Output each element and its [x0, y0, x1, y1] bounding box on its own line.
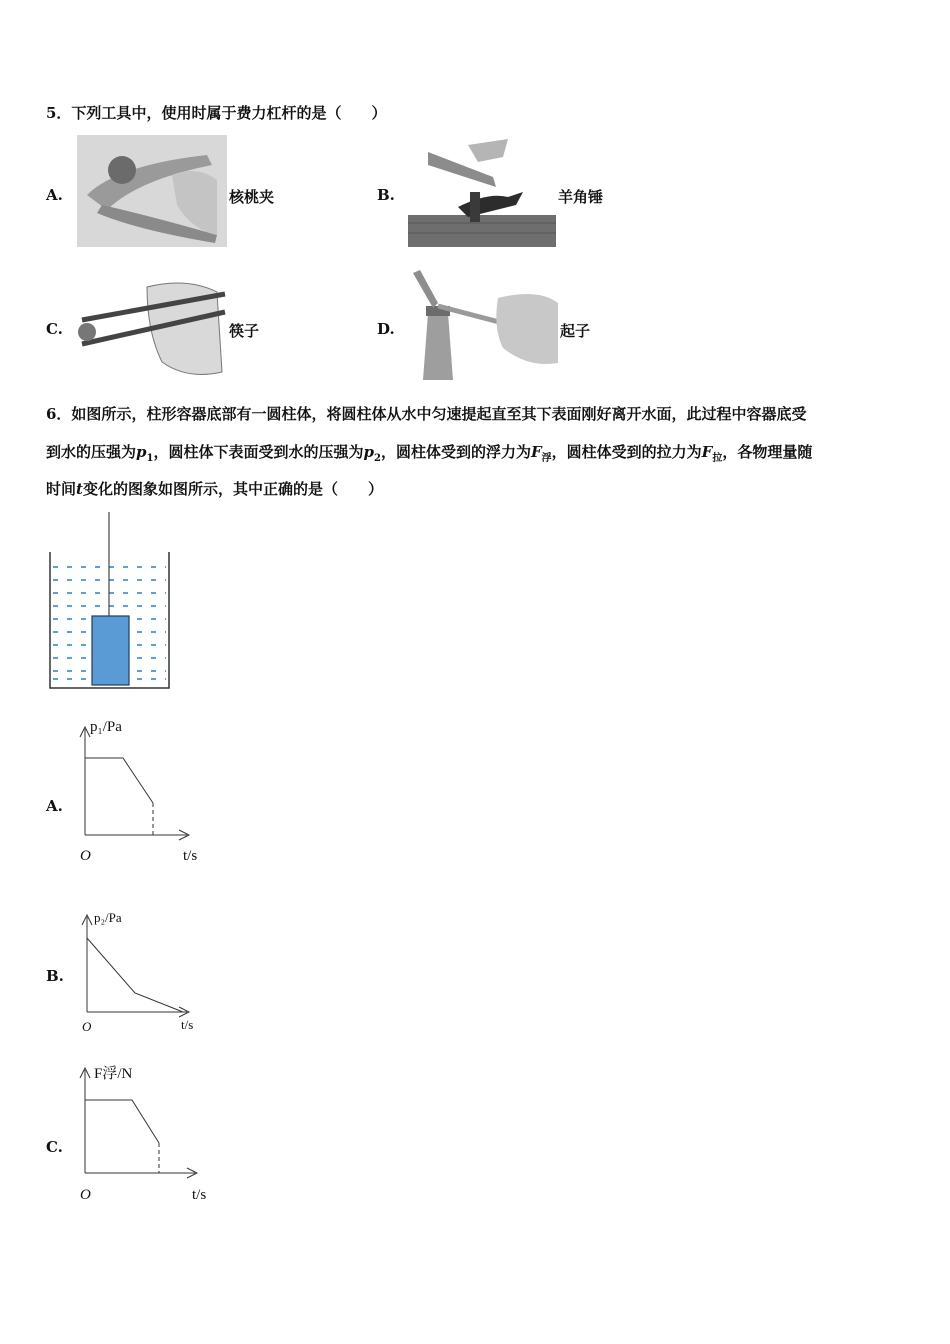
graph-a-ylabel: p₁/Pa — [90, 719, 122, 735]
q5-option-d-label: 起子 — [560, 322, 591, 340]
nutcracker-photo — [77, 135, 227, 247]
graph-c-ylabel: F浮/N — [94, 1066, 133, 1082]
graph-a — [75, 717, 205, 867]
q5-stem: 5．下列工具中，使用时属于费力杠杆的是（ ） — [46, 104, 387, 122]
q5-option-b-letter[interactable]: B. — [377, 186, 395, 204]
graph-c-xlabel: t/s — [192, 1187, 207, 1203]
q5-option-c-letter[interactable]: C. — [46, 320, 63, 338]
q5-option-c-label: 筷子 — [229, 322, 260, 340]
bottle-opener-photo — [408, 268, 558, 380]
claw-hammer-photo — [408, 137, 556, 247]
graph-a-origin: O — [80, 848, 91, 864]
q6-stem-line3: 时间t变化的图象如图所示，其中正确的是（ ） — [46, 480, 383, 498]
graph-b-ylabel: p₂/Pa — [94, 910, 122, 925]
q6-option-a-letter[interactable]: A. — [46, 797, 63, 815]
q5-option-a-label: 核桃夹 — [229, 188, 275, 206]
q6-stem-line2: 到水的压强为$p_1$，圆柱体下表面受到水的压强为$p_2$，圆柱体受到的浮力为$F_浮$，圆柱体受到的拉力为$F_拉$，各物理量随 — [46, 443, 813, 464]
q6-option-b-letter[interactable]: B. — [46, 967, 64, 985]
q5-option-a-letter[interactable]: A. — [46, 186, 63, 204]
graph-c-origin: O — [80, 1187, 91, 1203]
chopsticks-photo — [77, 272, 227, 380]
q5-option-b-label: 羊角锤 — [558, 188, 604, 206]
graph-b-origin: O — [82, 1019, 92, 1034]
q6-stem-line1: 6．如图所示，柱形容器底部有一圆柱体，将圆柱体从水中匀速提起直至其下表面刚好离开水面，此过程中容器底受 — [46, 405, 807, 423]
container-diagram — [44, 510, 174, 692]
q6-option-c-letter[interactable]: C. — [46, 1138, 63, 1156]
q5-option-d-letter[interactable]: D. — [377, 320, 395, 338]
graph-a-xlabel: t/s — [183, 848, 198, 864]
graph-b-xlabel: t/s — [181, 1017, 194, 1032]
cylinder — [92, 616, 129, 685]
